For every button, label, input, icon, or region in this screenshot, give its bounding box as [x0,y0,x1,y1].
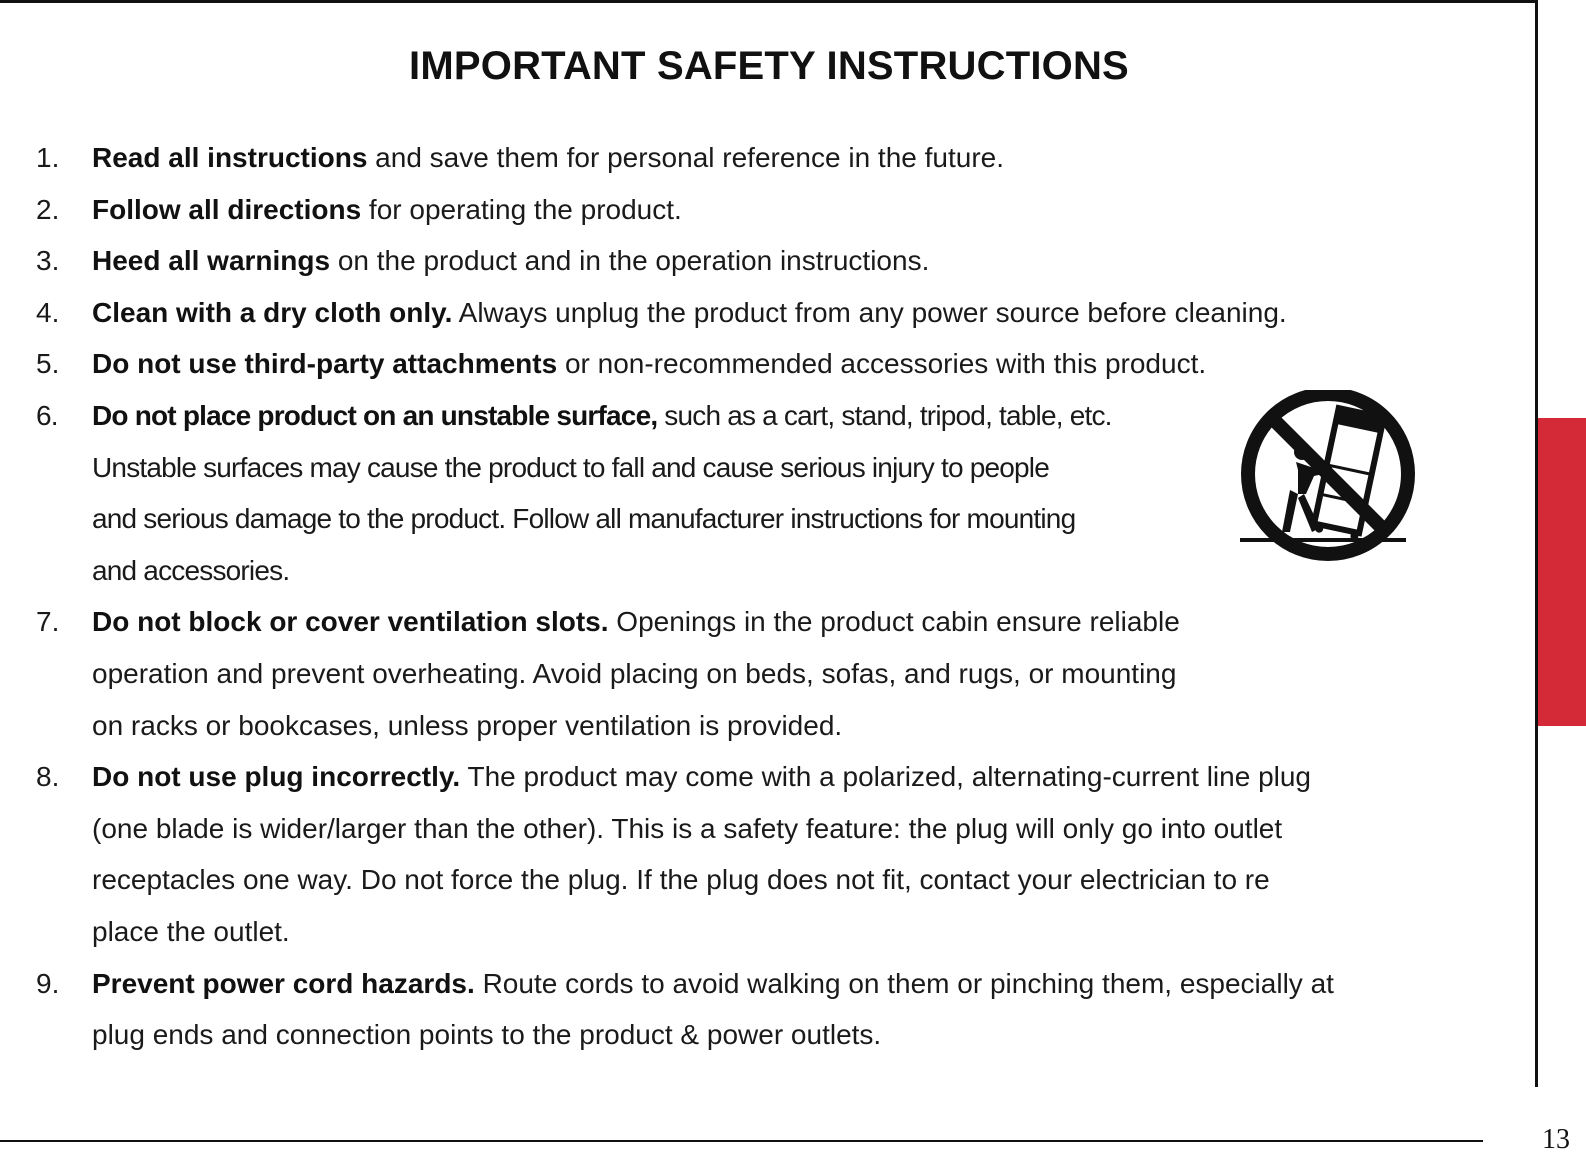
list-item [0,338,1520,390]
item-line: Unstable surfaces may cause the product to fall and cause serious injury to people [92,451,1049,483]
item-heading: Do not use plug incorrectly. [92,761,461,793]
list-item [0,184,1520,236]
item-number: 7. [36,606,60,638]
item-text: or non-recommended accessories with this product. [557,348,1207,380]
item-text: Always unplug the product from any power source before cleaning. [452,296,1287,328]
page-number: 13 [1542,1124,1570,1155]
item-number: 5. [36,348,60,380]
item-line [92,287,1520,339]
item-line: on racks or bookcases, unless proper ventilation is provided. [92,709,843,741]
item-text: for operating the product. [361,193,682,225]
list-item [0,751,1520,957]
item-number: 4. [36,296,60,328]
page-title: IMPORTANT SAFETY INSTRUCTIONS [409,44,1129,88]
item-heading: Prevent power cord hazards. [92,967,475,999]
item-line: (one blade is wider/larger than the other). This is a safety feature: the plug will only go into outlet [92,812,1283,844]
section-tab [1538,418,1586,726]
item-line [92,184,1520,236]
item-line [92,958,1520,1010]
footer-rule [0,1140,1483,1142]
item-heading: Read all instructions [92,142,368,173]
item-line [92,338,1520,390]
item-heading: Do not block or cover ventilation slots. [92,606,609,638]
item-line [92,132,1520,184]
item-line [92,235,1520,287]
item-heading: Follow all directions [92,193,362,225]
top-border [0,0,1538,3]
item-line: plug ends and connection points to the product & power outlets. [92,1019,882,1051]
item-number: 6. [36,399,58,431]
item-heading: Do not use third-party attachments [92,348,558,380]
list-item [0,132,1520,184]
safety-instructions-list [0,132,1520,1061]
item-number: 8. [36,761,60,793]
item-heading: Heed all warnings [92,245,331,277]
item-number: 3. [36,245,60,277]
item-heading: Clean with a dry cloth only. [92,296,453,328]
item-text: on the product and in the operation instructions. [330,245,930,277]
cart-tip-over-warning-icon [1240,390,1420,570]
item-line: operation and prevent overheating. Avoid placing on beds, sofas, and rugs, or mounting [92,657,1177,689]
item-line [92,596,1520,648]
item-line: and accessories. [92,554,290,586]
item-text: Openings in the product cabin ensure reliable [608,606,1180,638]
item-line: receptacles one way. Do not force the plug. If the plug does not fit, contact your electrician to re [92,864,1270,896]
item-text: and save them for personal reference in the future. [367,142,1004,173]
item-heading: Do not place product on an unstable surface, [92,399,658,431]
item-line [92,751,1520,803]
item-line: and serious damage to the product. Follow all manufacturer instructions for mounting [92,503,1076,535]
item-text: Route cords to avoid walking on them or pinching them, especially at [474,967,1334,999]
item-number: 9. [36,967,60,999]
item-text: such as a cart, stand, tripod, table, etc. [657,399,1112,431]
list-item [0,958,1520,1061]
list-item [0,596,1520,751]
list-item [0,287,1520,339]
list-item [0,235,1520,287]
item-line: place the outlet. [92,915,290,947]
item-number: 1. [36,142,60,173]
item-number: 2. [36,193,60,225]
item-text: The product may come with a polarized, alternating-current line plug [460,761,1312,793]
